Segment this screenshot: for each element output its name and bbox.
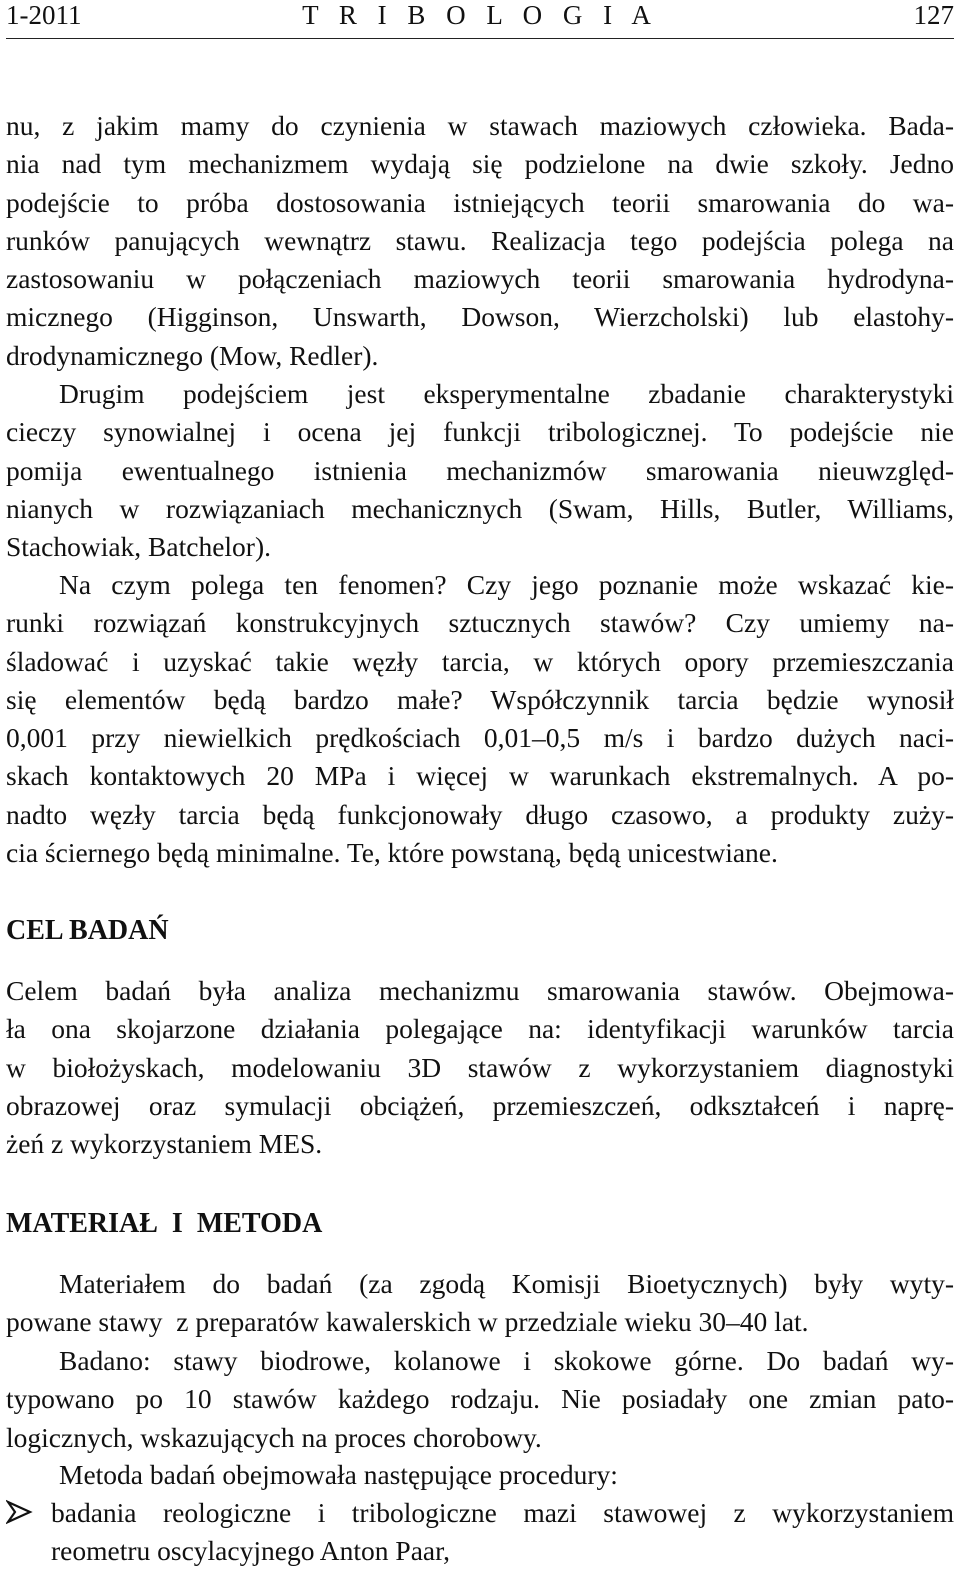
journal-title: T R I B O L O G I A bbox=[302, 0, 658, 30]
text-line: pomija ewentualnego istnienia mechanizmów smarowania nieuwzględ- bbox=[6, 454, 954, 486]
text-line: cia ściernego będą minimalne. Te, które powstaną, będą unicestwiane. bbox=[6, 837, 778, 869]
bullet-text bbox=[51, 1494, 954, 1571]
paragraph-mechanisms bbox=[6, 107, 954, 375]
text-line: śladować i uzyskać takie węzły tarcia, w których opory przemieszczania bbox=[6, 645, 954, 677]
paragraph-method bbox=[6, 1456, 954, 1494]
text-line: podejście to próba dostosowania istniejących teorii smarowania do wa- bbox=[6, 186, 954, 218]
issue-number: 1-2011 bbox=[6, 0, 82, 30]
text-line: w biołożyskach, modelowaniu 3D stawów z wykorzystaniem diagnostyki bbox=[6, 1051, 954, 1083]
text-line: runków panujących wewnątrz stawu. Realizacja tego podejścia polega na bbox=[6, 224, 954, 256]
text-line: Stachowiak, Batchelor). bbox=[6, 531, 271, 563]
paragraph-second-approach bbox=[6, 375, 954, 566]
text-line: Badano: stawy biodrowe, kolanowe i skokowe górne. Do badań wy- bbox=[59, 1345, 954, 1376]
text-line: Na czym polega ten fenomen? Czy jego poznanie może wskazać kie- bbox=[59, 569, 954, 600]
section-heading-aim: CEL BADAŃ bbox=[6, 915, 169, 946]
text-line: logicznych, wskazujących na proces chorobowy. bbox=[6, 1421, 542, 1453]
text-line: skach kontaktowych 20 MPa i więcej w warunkach ekstremalnych. A po- bbox=[6, 760, 954, 792]
text-line: 0,001 przy niewielkich prędkościach 0,01–0,5 m/s i bardzo dużych naci- bbox=[6, 722, 954, 754]
page-number: 127 bbox=[913, 0, 954, 30]
text-line: zastosowaniu w połączeniach maziowych teorii smarowania hydrodyna- bbox=[6, 263, 954, 295]
paragraph-phenomenon bbox=[6, 566, 954, 872]
paragraph-aim bbox=[6, 972, 954, 1163]
text-line: typowano po 10 stawów każdego rodzaju. Nie posiadały one zmian pato- bbox=[6, 1383, 954, 1415]
section-heading-material-method: MATERIAŁ I METODA bbox=[6, 1208, 323, 1239]
text-line: reometru oscylacyjnego Anton Paar, bbox=[51, 1535, 451, 1567]
text-line: nu, z jakim mamy do czynienia w stawach maziowych człowieka. Bada- bbox=[6, 110, 954, 141]
text-line: runki rozwiązań konstrukcyjnych sztucznych stawów? Czy umiemy na- bbox=[6, 607, 954, 639]
text-line: nadto węzły tarcia będą funkcjonowały długo czasowo, a produkty zuży- bbox=[6, 798, 954, 830]
text-line: się elementów będą bardzo małe? Współczynnik tarcia będzie wynosił bbox=[6, 683, 954, 715]
text-line: nia nad tym mechanizmem wydają się podzielone na dwie szkoły. Jedno bbox=[6, 148, 954, 180]
text-line: drodynamicznego (Mow, Redler). bbox=[6, 339, 379, 371]
text-line: nianych w rozwiązaniach mechanicznych (Swam, Hills, Butler, Williams, bbox=[6, 492, 954, 524]
text-line: micznego (Higginson, Unswarth, Dowson, Wierzcholski) lub elastohy- bbox=[6, 301, 954, 333]
paragraph-studied-joints bbox=[6, 1342, 954, 1457]
text-line: obrazowej oraz symulacji obciążeń, przemieszczeń, odkształceń i naprę- bbox=[6, 1089, 954, 1121]
text-line: żeń z wykorzystaniem MES. bbox=[6, 1128, 323, 1160]
text-line: Metoda badań obejmowała następujące procedury: bbox=[59, 1459, 618, 1490]
text-line: Drugim podejściem jest eksperymentalne zbadanie charakterystyki bbox=[59, 378, 954, 409]
text-line: powane stawy z preparatów kawalerskich w przedziale wieku 30–40 lat. bbox=[6, 1306, 809, 1338]
running-header bbox=[6, 0, 954, 39]
text-line: Celem badań była analiza mechanizmu smarowania stawów. Obejmowa- bbox=[6, 975, 954, 1006]
paragraph-material bbox=[6, 1265, 954, 1342]
text-line: ła ona skojarzone działania polegające na: identyfikacji warunków tarcia bbox=[6, 1013, 954, 1045]
text-line: Materiałem do badań (za zgodą Komisji Bioetycznych) były wyty- bbox=[59, 1268, 954, 1299]
text-line: cieczy synowialnej i ocena jej funkcji tribologicznej. To podejście nie bbox=[6, 416, 954, 448]
arrowhead-bullet-icon bbox=[6, 1494, 34, 1530]
text-line: badania reologiczne i tribologiczne mazi stawowej z wykorzystaniem bbox=[51, 1497, 954, 1528]
